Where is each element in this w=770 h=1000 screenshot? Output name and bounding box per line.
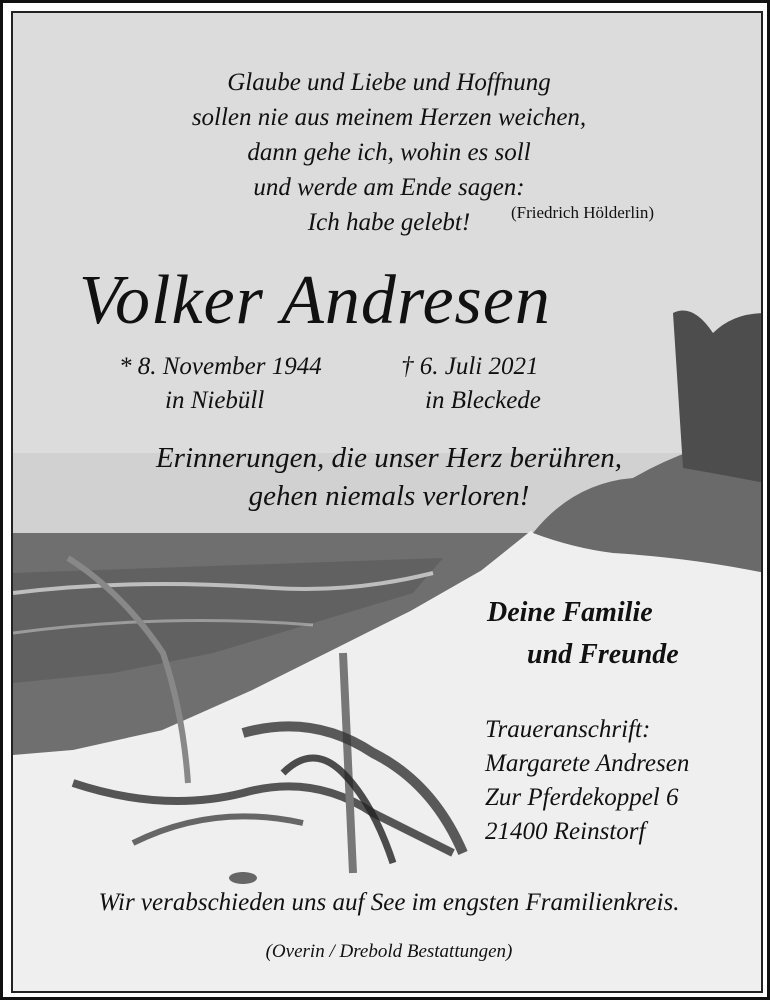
memory-line-2: gehen niemals verloren! (248, 480, 530, 512)
undertaker-credit: (Overin / Drebold Bestattungen) (265, 941, 513, 962)
mourners-line-2: und Freunde (527, 639, 679, 670)
notice-inner-frame (11, 11, 763, 993)
death-date: † 6. Juli 2021 (401, 353, 539, 380)
mourning-address (485, 713, 689, 849)
birth-place: in Niebüll (165, 387, 265, 414)
poem-line-2: sollen nie aus meinem Herzen weichen, (191, 104, 587, 131)
poem-line-3: dann gehe ich, wohin es soll (247, 139, 531, 166)
deceased-name: Volker Andresen (79, 262, 551, 339)
poem-line-5: Ich habe gelebt! (307, 209, 471, 236)
address-label: Traueranschrift: (485, 716, 651, 743)
birth-date: * 8. November 1944 (119, 353, 322, 380)
poem-author: (Friedrich Hölderlin) (511, 203, 655, 222)
memory-quote (13, 439, 763, 515)
poem-line-4: und werde am Ende sagen: (253, 174, 525, 201)
address-name: Margarete Andresen (485, 750, 690, 777)
farewell-text: Wir verabschieden uns auf See im engsten Framilienkreis. (98, 889, 680, 916)
poem-line-1: Glaube und Liebe und Hoffnung (227, 69, 551, 96)
address-street: Zur Pferdekoppel 6 (485, 784, 679, 811)
death-place: in Bleckede (425, 387, 541, 414)
mourners-line-1: Deine Familie (487, 597, 653, 628)
address-city: 21400 Reinstorf (485, 818, 646, 845)
memory-line-1: Erinnerungen, die unser Herz berühren, (155, 442, 623, 474)
